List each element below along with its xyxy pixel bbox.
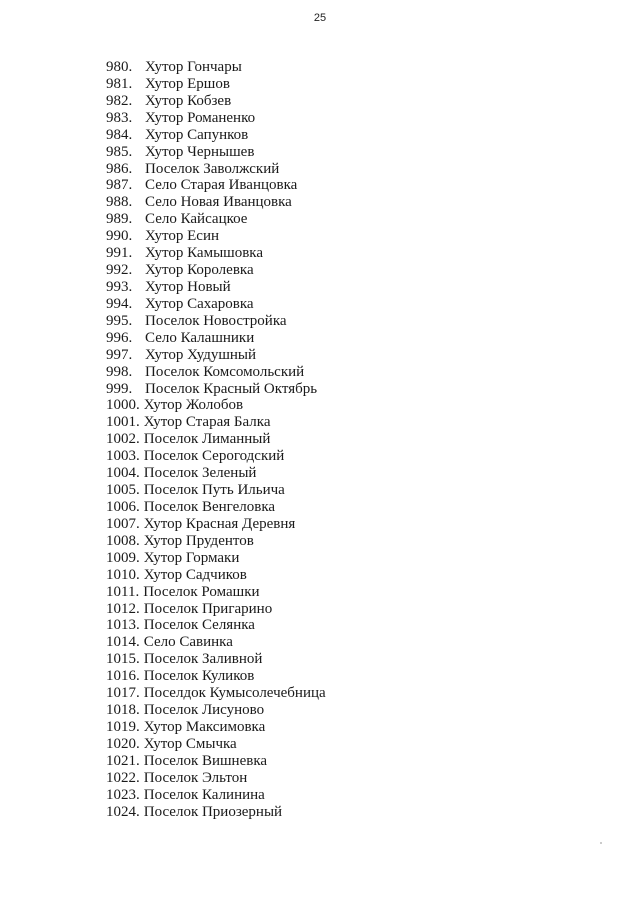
item-name: Поселок Комсомольский (145, 363, 305, 380)
item-name: Поселок Путь Ильича (143, 482, 285, 499)
list-item (106, 76, 326, 93)
item-number: 984. (106, 126, 133, 143)
item-number: 986. (106, 160, 133, 177)
item-number: 1014. (106, 634, 140, 651)
item-name: Хутор Красная Деревня (143, 515, 296, 532)
item-number: 996. (106, 329, 133, 346)
list-item (106, 787, 326, 804)
item-number: 982. (106, 92, 133, 109)
item-number: 995. (106, 312, 133, 329)
item-number: 1020. (106, 735, 140, 752)
list-item (106, 770, 326, 787)
item-number: 1000. (106, 397, 140, 414)
item-name: Поселок Калинина (143, 786, 265, 803)
item-name: Хутор Жолобов (143, 397, 244, 414)
item-name: Хутор Сахаровка (145, 295, 254, 312)
item-number: 1008. (106, 532, 140, 549)
item-name: Поселок Зеленый (143, 465, 257, 482)
item-number: 1013. (106, 617, 140, 634)
item-number: 988. (106, 194, 133, 211)
item-name: Поселок Вишневка (143, 752, 268, 769)
item-name: Хутор Королевка (145, 262, 254, 279)
item-name: Село Новая Иванцовка (145, 194, 292, 211)
list-item (106, 144, 326, 161)
item-number: 1004. (106, 465, 140, 482)
list-item (106, 702, 326, 719)
list-item (106, 753, 326, 770)
item-name: Поселок Венгеловка (143, 498, 276, 515)
list-item (106, 736, 326, 753)
item-name: Поселок Серогодский (143, 448, 285, 465)
list-item (106, 584, 326, 601)
item-name: Хутор Ершов (145, 75, 230, 92)
list-item (106, 482, 326, 499)
item-name: Хутор Новый (145, 278, 231, 295)
item-number: 987. (106, 177, 133, 194)
item-number: 1024. (106, 803, 140, 820)
item-number: 1019. (106, 718, 140, 735)
item-name: Поселдок Кумысолечебница (143, 685, 326, 702)
item-name: Хутор Смычка (143, 735, 237, 752)
item-number: 1015. (106, 651, 140, 668)
list-item (106, 668, 326, 685)
item-number: 983. (106, 109, 133, 126)
item-name: Село Старая Иванцовка (145, 177, 298, 194)
item-number: 997. (106, 346, 133, 363)
list-item (106, 533, 326, 550)
list-item (106, 59, 326, 76)
item-name: Село Калашники (145, 329, 255, 346)
item-number: 990. (106, 228, 133, 245)
item-name: Хутор Сапунков (145, 126, 249, 143)
item-number: 1009. (106, 549, 140, 566)
list-item (106, 279, 326, 296)
item-number: 1006. (106, 498, 140, 515)
item-name: Поселок Эльтон (143, 769, 248, 786)
item-name: Поселок Куликов (143, 668, 255, 685)
item-name: Поселок Новостройка (145, 312, 287, 329)
item-number: 1012. (106, 600, 140, 617)
list-item (106, 634, 326, 651)
item-number: 994. (106, 295, 133, 312)
item-number: 1023. (106, 786, 140, 803)
item-name: Поселок Красный Октябрь (145, 380, 318, 397)
list-item (106, 347, 326, 364)
item-number: 989. (106, 211, 133, 228)
item-name: Поселок Лисуново (143, 702, 265, 719)
item-name: Хутор Максимовка (143, 718, 266, 735)
item-number: 1021. (106, 752, 140, 769)
list-item (106, 381, 326, 398)
list-item (106, 601, 326, 618)
list-item (106, 465, 326, 482)
item-name: Поселок Ромашки (143, 583, 260, 600)
item-name: Хутор Гончары (145, 59, 242, 75)
item-name: Хутор Камышовка (145, 245, 264, 262)
item-number: 1011. (106, 583, 140, 600)
item-name: Хутор Гормаки (143, 549, 240, 566)
list-item (106, 516, 326, 533)
item-number: 1016. (106, 668, 140, 685)
list-item (106, 804, 326, 821)
list-item (106, 177, 326, 194)
item-name: Поселок Лиманный (143, 431, 271, 448)
item-name: Хутор Чернышев (145, 143, 255, 160)
list-item (106, 262, 326, 279)
item-number: 1003. (106, 448, 140, 465)
item-name: Хутор Кобзев (145, 92, 232, 109)
list-item (106, 651, 326, 668)
item-number: 992. (106, 262, 133, 279)
item-number: 1022. (106, 769, 140, 786)
item-name: Поселок Пригарино (143, 600, 273, 617)
settlement-list (106, 59, 326, 820)
list-item (106, 228, 326, 245)
list-item (106, 330, 326, 347)
item-name: Поселок Заливной (143, 651, 263, 668)
list-item (106, 127, 326, 144)
item-number: 985. (106, 143, 133, 160)
item-name: Поселок Селянка (143, 617, 255, 634)
item-number: 1018. (106, 702, 140, 719)
list-item (106, 550, 326, 567)
item-number: 1007. (106, 515, 140, 532)
item-name: Хутор Старая Балка (143, 414, 271, 431)
item-number: 1010. (106, 566, 140, 583)
item-name: Хутор Романенко (145, 109, 256, 126)
list-item (106, 296, 326, 313)
item-number: 991. (106, 245, 133, 262)
list-item (106, 211, 326, 228)
list-item (106, 431, 326, 448)
item-number: 999. (106, 380, 133, 397)
item-number: 1017. (106, 685, 140, 702)
item-name: Хутор Садчиков (143, 566, 247, 583)
item-name: Село Савинка (143, 634, 233, 651)
page-number: 25 (313, 12, 327, 24)
item-name: Село Кайсацкое (145, 211, 248, 228)
item-number: 1005. (106, 482, 140, 499)
list-item (106, 567, 326, 584)
list-item (106, 448, 326, 465)
item-name: Хутор Есин (145, 228, 219, 245)
list-item (106, 364, 326, 381)
list-item (106, 719, 326, 736)
item-number: 998. (106, 363, 133, 380)
item-number: 981. (106, 75, 133, 92)
list-item (106, 414, 326, 431)
item-number: 1001. (106, 414, 140, 431)
item-number: 1002. (106, 431, 140, 448)
item-name: Поселок Приозерный (143, 803, 283, 820)
item-number: 993. (106, 278, 133, 295)
list-item (106, 397, 326, 414)
list-item (106, 110, 326, 127)
item-name: Хутор Худушный (145, 346, 257, 363)
list-item (106, 685, 326, 702)
list-item (106, 313, 326, 330)
list-item (106, 499, 326, 516)
item-number: 980. (106, 59, 133, 75)
list-item (106, 93, 326, 110)
list-item (106, 245, 326, 262)
scan-speck (600, 842, 602, 844)
item-name: Хутор Прудентов (143, 532, 254, 549)
list-item (106, 617, 326, 634)
list-item (106, 194, 326, 211)
item-name: Поселок Заволжский (145, 160, 280, 177)
list-item (106, 161, 326, 178)
